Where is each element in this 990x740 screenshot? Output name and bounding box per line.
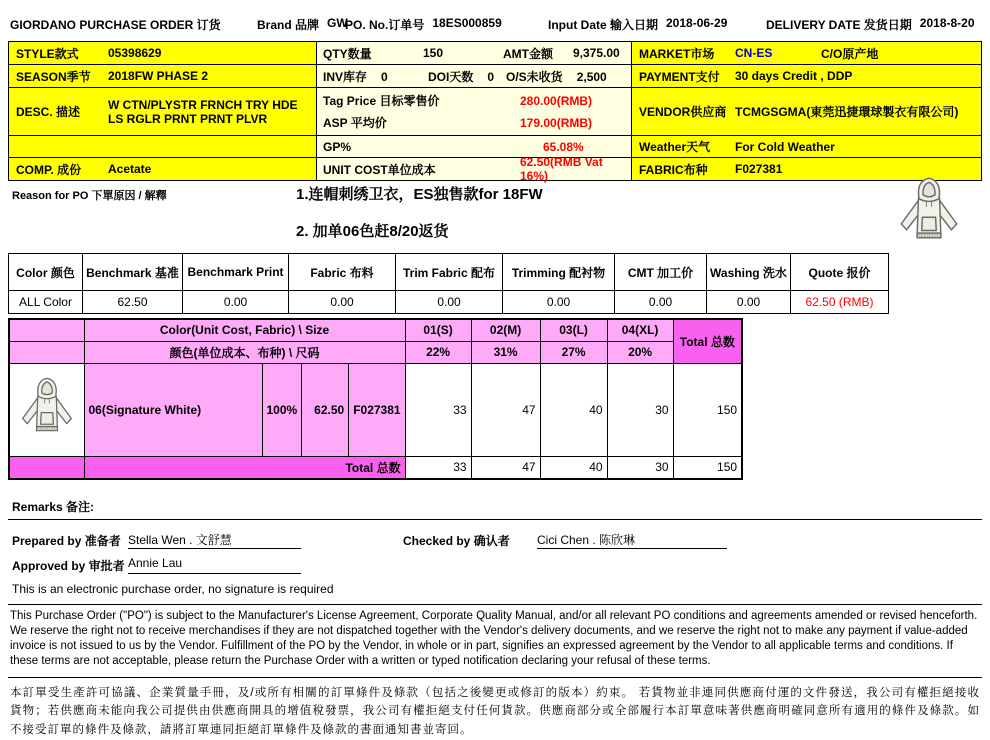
reason-note-1: 1.连帽刺绣卫衣，ES独售款for 18FW [296, 186, 543, 203]
approved-by-value: Annie Lau [128, 556, 301, 574]
qty-cell: 40 [540, 363, 607, 456]
benchmark-cell: 0.00 [503, 291, 615, 314]
terms-english: This Purchase Order ("PO") is subject to the Manufacturer's License Agreement, Corporate Quality Manual, and/or all relevant PO conditions and agreements amended or revised henceforth. We reserve the right not to receive merchandises if they are not dispatched together with the Vendor's delivery documents, and we reserve the right not to make any payment if value-added invoice is not issued to us by the Vendor. Fulfillment of the PO by the Vendor, in whole or in part, signifies an expressed agreement by the Vendor to all applicable terms and conditions. If these terms are not acceptable, please return the Purchase Order with a written or typed notification declaring your refusal of these terms. [8, 605, 982, 678]
country-of-origin-label: C/O原产地 [821, 46, 879, 61]
delivery-date-value: 2018-8-20 [919, 16, 975, 30]
brand-label: Brand 品牌 [257, 18, 320, 32]
size-percent-cell: 31% [471, 341, 540, 363]
gp-value: 65.08% [543, 139, 584, 154]
color-size-header: Color(Unit Cost, Fabric) \ Size [84, 319, 405, 341]
brand-field [257, 16, 348, 33]
checked-by-label: Checked by 确认者 [403, 534, 510, 548]
total-column-header: Total 总数 [673, 319, 742, 363]
market-label: MARKET市场 [639, 46, 715, 61]
input-date-label: Input Date 输入日期 [548, 18, 658, 32]
benchmark-data-row [9, 291, 889, 314]
vendor-label: VENDOR供应商 [639, 105, 727, 119]
unit-cost-value: 62.50(RMB Vat 16%) [520, 155, 603, 183]
color-fabric-cell: F027381 [349, 363, 405, 456]
doi-value: 0 [487, 69, 495, 84]
comp-value: Acetate [108, 162, 152, 176]
total-qty-cell: 47 [471, 456, 540, 479]
size-header-cell: 01(S) [405, 319, 471, 341]
color-data-row [9, 363, 742, 456]
gp-row [9, 136, 981, 158]
color-size-header-zh: 颜色(单位成本、布种) \ 尺码 [84, 341, 405, 363]
benchmark-table [8, 253, 889, 314]
qty-label: QTY数量 [323, 46, 372, 61]
description-row [9, 88, 981, 136]
total-row-label: Total 总数 [84, 456, 405, 479]
fabric-label: FABRIC布种 [639, 162, 708, 177]
benchmark-header-cell: CMT 加工价 [615, 254, 707, 291]
total-row [9, 456, 742, 479]
qty-cell: 33 [405, 363, 471, 456]
reason-section [8, 181, 982, 253]
benchmark-header-cell: Washing 洗水 [707, 254, 791, 291]
size-header-cell: 02(M) [471, 319, 540, 341]
benchmark-header-cell: Trim Fabric 配布 [396, 254, 503, 291]
benchmark-cell: 0.00 [615, 291, 707, 314]
benchmark-header-cell: Benchmark Print [183, 254, 289, 291]
electronic-order-note: This is an electronic purchase order, no signature is required [12, 582, 334, 596]
benchmark-cell: 0.00 [289, 291, 396, 314]
total-qty-cell: 30 [607, 456, 673, 479]
os-label: O/S未收货 [506, 69, 563, 84]
size-percent-cell: 22% [405, 341, 471, 363]
composition-row [9, 155, 981, 183]
size-breakdown-table [8, 318, 743, 480]
total-qty-cell: 40 [540, 456, 607, 479]
benchmark-header-cell: Fabric 布料 [289, 254, 396, 291]
benchmark-header-cell: Benchmark 基准 [83, 254, 183, 291]
benchmark-cell: 0.00 [707, 291, 791, 314]
terms-chinese: 本訂單受生產許可協議、企業質量手冊，及/或所有相關的訂單條件及條款（包括之後變更或修訂的版本）約束。 若貨物並非連同供應商付運的文件發送，我公司有權拒絕接收貨物；若供應商未能向我公司提供由供應商開具的增值稅發票，我公司有權拒絕支付任何貨款。供應商部分或全部履行本訂單意味著供應商明確同意所有適用的條件及條款。如不接受訂單的條件及條款，請將訂單連同拒絕訂單條件及條款的書面通知書並寄回。 [10, 686, 980, 736]
color-pct-cell: 100% [262, 363, 302, 456]
total-row-image-cell [9, 456, 84, 479]
checked-by-value: Cici Chen . 陈欣琳 [537, 531, 727, 549]
desc-label: DESC. 描述 [16, 105, 81, 119]
benchmark-header-cell: Quote 报价 [791, 254, 889, 291]
hoodie-icon [896, 175, 962, 249]
po-number-field [345, 16, 548, 33]
size-header-cell: 04(XL) [607, 319, 673, 341]
size-header-row-2 [9, 341, 742, 363]
benchmark-header-cell: Trimming 配衬物 [503, 254, 615, 291]
approved-by-label: Approved by 审批者 [12, 559, 125, 573]
weather-label: Weather天气 [639, 140, 711, 154]
season-value: 2018FW PHASE 2 [108, 69, 209, 83]
desc-value: W CTN/PLYSTR FRNCH TRY HDE LS RGLR PRNT PRNT PLVR [108, 97, 298, 126]
inv-value: 0 [381, 69, 388, 84]
gp-label: GP% [323, 139, 352, 154]
brand-value: GW [327, 16, 348, 30]
page-title: GIORDANO PURCHASE ORDER 订货 [10, 18, 221, 32]
delivery-date-label: DELIVERY DATE 发货日期 [766, 18, 912, 32]
amt-value: 9,375.00 [573, 46, 620, 60]
prepared-by-label: Prepared by 准备者 [12, 534, 121, 548]
market-value: CN-ES [735, 46, 773, 60]
benchmark-cell: 0.00 [396, 291, 503, 314]
style-row [9, 42, 981, 65]
reason-label: Reason for PO 下單原因 / 解釋 [12, 190, 167, 202]
image-column-header [9, 341, 84, 363]
benchmark-cell: 0.00 [183, 291, 289, 314]
remarks-heading: Remarks 备注: [8, 496, 982, 520]
color-unit-cost-cell: 62.50 [302, 363, 349, 456]
tag-price-label: Tag Price 目标零售价 [323, 94, 440, 108]
benchmark-cell: ALL Color [9, 291, 83, 314]
style-label: STYLE款式 [16, 46, 79, 61]
size-header-cell: 03(L) [540, 319, 607, 341]
unit-cost-label: UNIT COST单位成本 [323, 162, 436, 177]
inv-label: INV库存 [323, 69, 368, 84]
total-qty-cell: 33 [405, 456, 471, 479]
size-percent-cell: 27% [540, 341, 607, 363]
order-info-table [8, 41, 982, 181]
po-number-value: 18ES000859 [432, 16, 502, 30]
qty-value: 150 [423, 46, 444, 60]
weather-value: For Cold Weather [735, 139, 835, 154]
garment-image-cell [9, 363, 84, 456]
delivery-date-field [766, 16, 980, 33]
qty-cell: 30 [607, 363, 673, 456]
size-header-row-1 [9, 319, 742, 341]
benchmark-header-cell: Color 颜色 [9, 254, 83, 291]
tag-price-value: 280.00(RMB) [520, 93, 593, 108]
asp-label: ASP 平均价 [323, 116, 387, 130]
season-label: SEASON季节 [16, 69, 91, 84]
prepared-by-value: Stella Wen . 文舒慧 [128, 531, 301, 549]
image-column-header [9, 319, 84, 341]
po-number-label: PO. No.订单号 [345, 18, 425, 32]
payment-label: PAYMENT支付 [639, 69, 720, 84]
amt-label: AMT金额 [503, 46, 553, 61]
vendor-value: TCMGSGMA(東莞迅捷環球製衣有限公司) [735, 105, 959, 119]
grand-total-cell: 150 [673, 456, 742, 479]
input-date-field [548, 16, 766, 33]
size-percent-cell: 20% [607, 341, 673, 363]
benchmark-cell: 62.50 [83, 291, 183, 314]
input-date-value: 2018-06-29 [666, 16, 728, 30]
style-value: 05398629 [108, 46, 162, 60]
fabric-value: F027381 [735, 162, 783, 176]
title-bar [8, 6, 982, 41]
doi-label: DOI天数 [428, 69, 474, 84]
comp-label: COMP. 成份 [16, 162, 82, 177]
benchmark-header-row [9, 254, 889, 291]
hoodie-icon [18, 366, 76, 450]
blank-yellow-cell [9, 136, 316, 157]
season-row [9, 65, 981, 88]
payment-value: 30 days Credit , DDP [735, 69, 853, 83]
asp-value: 179.00(RMB) [520, 115, 593, 130]
signature-section [8, 520, 982, 605]
os-value: 2,500 [576, 69, 607, 84]
quote-price-cell: 62.50 (RMB) [791, 291, 889, 314]
reason-note-2: 2. 加单06色赶8/20返货 [296, 223, 449, 240]
color-name-cell: 06(Signature White) [84, 363, 262, 456]
row-total-cell: 150 [673, 363, 742, 456]
qty-cell: 47 [471, 363, 540, 456]
